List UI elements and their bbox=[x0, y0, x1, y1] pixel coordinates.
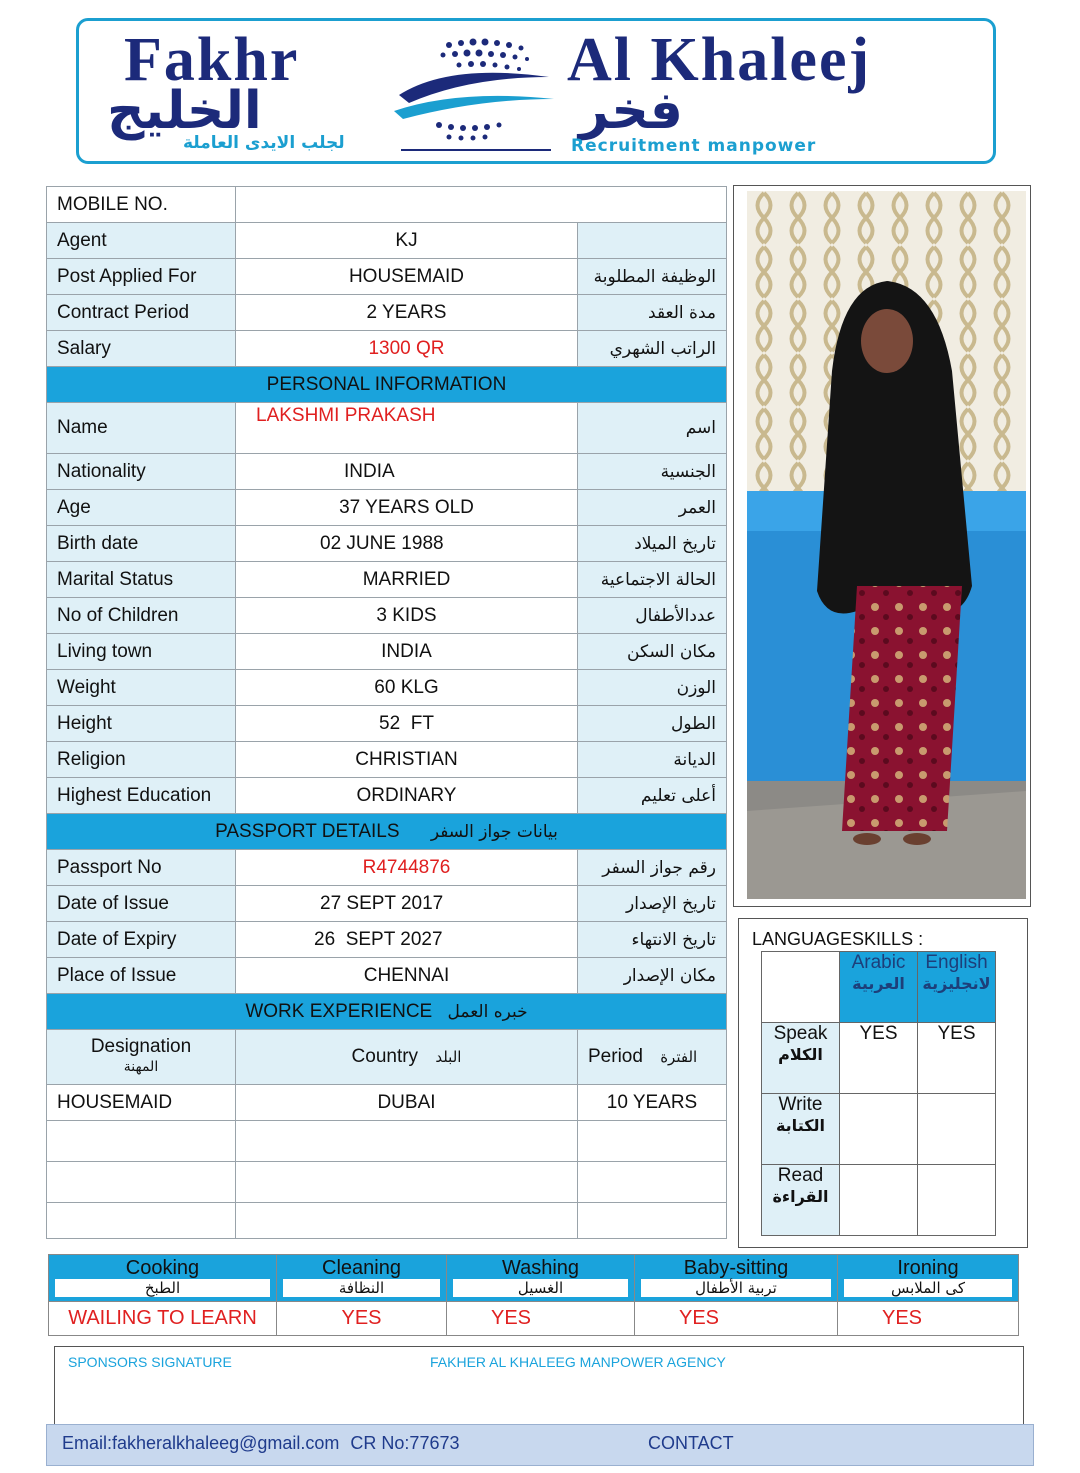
work-empty-cell bbox=[578, 1203, 727, 1239]
date-of-issue-label: Date of Issue bbox=[47, 886, 236, 922]
work-empty-cell bbox=[236, 1162, 578, 1203]
passport-header bbox=[47, 814, 727, 850]
skill-washing-label: Washing bbox=[501, 1257, 580, 1279]
weight-label: Weight bbox=[47, 670, 236, 706]
lang-corner-cell bbox=[762, 952, 840, 1023]
brand-name-arabic-right: فخر bbox=[579, 81, 683, 141]
speak-arabic-value: YES bbox=[840, 1023, 918, 1094]
lang-row-write-ar: الكتابة bbox=[775, 1116, 826, 1135]
salary-value: 1300 QR bbox=[236, 331, 578, 367]
logo-emblem-icon bbox=[389, 33, 559, 143]
lang-row-speak-en: Speak bbox=[773, 1023, 828, 1044]
period-col-label: Period bbox=[588, 1046, 643, 1067]
language-skills-table bbox=[761, 951, 996, 1236]
date-of-expiry-value: 26 SEPT 2027 bbox=[236, 922, 578, 958]
religion-label: Religion bbox=[47, 742, 236, 778]
place-of-issue-value: CHENNAI bbox=[236, 958, 578, 994]
read-arabic-value bbox=[840, 1165, 918, 1236]
birth-date-arabic: تاريخ الميلاد bbox=[578, 526, 727, 562]
work-designation: HOUSEMAID bbox=[47, 1085, 236, 1121]
period-col-header bbox=[578, 1030, 727, 1085]
education-arabic: أعلى تعليم bbox=[578, 778, 727, 814]
footer-cr-number: CR No:77673 bbox=[350, 1433, 460, 1453]
living-town-arabic: مكان السكن bbox=[578, 634, 727, 670]
name-arabic: اسم bbox=[578, 403, 727, 454]
name-label: Name bbox=[47, 403, 236, 454]
height-arabic: الطول bbox=[578, 706, 727, 742]
nationality-value: INDIA bbox=[236, 454, 578, 490]
religion-arabic: الديانة bbox=[578, 742, 727, 778]
living-town-label: Living town bbox=[47, 634, 236, 670]
write-english-value bbox=[918, 1094, 996, 1165]
agent-value: KJ bbox=[236, 223, 578, 259]
footer-contact-line bbox=[62, 1433, 460, 1454]
skill-washing-value: YES bbox=[447, 1302, 635, 1336]
date-of-expiry-arabic: تاريخ الانتهاء bbox=[578, 922, 727, 958]
weight-arabic: الوزن bbox=[578, 670, 727, 706]
age-arabic: العمر bbox=[578, 490, 727, 526]
height-label: Height bbox=[47, 706, 236, 742]
children-arabic: عددالأطفال bbox=[578, 598, 727, 634]
work-empty-cell bbox=[47, 1203, 236, 1239]
living-town-value: INDIA bbox=[236, 634, 578, 670]
work-empty-cell bbox=[578, 1121, 727, 1162]
date-of-issue-value: 27 SEPT 2017 bbox=[236, 886, 578, 922]
tagline-english: Recruitment manpower bbox=[571, 136, 817, 156]
nationality-label: Nationality bbox=[47, 454, 236, 490]
post-arabic: الوظيفة المطلوبة bbox=[578, 259, 727, 295]
lang-row-write-en: Write bbox=[778, 1094, 823, 1115]
passport-header-text: PASSPORT DETAILS bbox=[215, 820, 400, 842]
skill-babysitting-arabic: تربية الأطفال bbox=[641, 1279, 831, 1297]
brand-name-arabic-left: الخليج bbox=[107, 81, 262, 141]
lang-col-english bbox=[918, 952, 996, 1023]
language-skills-title: LANGUAGESKILLS : bbox=[752, 929, 924, 949]
children-value: 3 KIDS bbox=[236, 598, 578, 634]
agent-arabic bbox=[578, 223, 727, 259]
salary-arabic: الراتب الشهري bbox=[578, 331, 727, 367]
age-label: Age bbox=[47, 490, 236, 526]
birth-date-label: Birth date bbox=[47, 526, 236, 562]
personal-info-header: PERSONAL INFORMATION bbox=[47, 367, 727, 403]
work-experience-header-arabic: خبره العمل bbox=[447, 1001, 528, 1022]
post-label: Post Applied For bbox=[47, 259, 236, 295]
marital-status-value: MARRIED bbox=[236, 562, 578, 598]
salary-label: Salary bbox=[47, 331, 236, 367]
skill-cooking-label: Cooking bbox=[125, 1257, 200, 1279]
work-empty-cell bbox=[578, 1162, 727, 1203]
contract-value: 2 YEARS bbox=[236, 295, 578, 331]
lang-col-english-ar: لانجليزية bbox=[922, 974, 991, 993]
weight-value: 60 KLG bbox=[236, 670, 578, 706]
skill-cleaning-value: YES bbox=[277, 1302, 447, 1336]
footer-email[interactable]: Email:fakheralkhaleeg@gmail.com bbox=[62, 1433, 340, 1453]
education-value: ORDINARY bbox=[236, 778, 578, 814]
lang-row-speak-ar: الكلام bbox=[778, 1045, 823, 1064]
post-value: HOUSEMAID bbox=[236, 259, 578, 295]
passport-header-arabic: بيانات جواز السفر bbox=[430, 821, 558, 842]
mobile-label: MOBILE NO. bbox=[47, 187, 236, 223]
children-label: No of Children bbox=[47, 598, 236, 634]
agent-label: Agent bbox=[47, 223, 236, 259]
applicant-info-table bbox=[46, 186, 727, 1239]
work-experience-header-text: WORK EXPERIENCE bbox=[245, 1000, 433, 1022]
lang-row-read bbox=[762, 1165, 840, 1236]
read-english-value bbox=[918, 1165, 996, 1236]
brand-name-right: Al Khaleej bbox=[567, 26, 872, 94]
country-col-label: Country bbox=[351, 1046, 419, 1067]
country-col-header bbox=[236, 1030, 578, 1085]
lang-col-arabic-en: Arabic bbox=[851, 952, 906, 973]
birth-date-value: 02 JUNE 1988 bbox=[236, 526, 578, 562]
skill-washing-header bbox=[447, 1255, 635, 1302]
work-experience-header bbox=[47, 994, 727, 1030]
skill-cooking-header bbox=[49, 1255, 277, 1302]
household-skills-table bbox=[48, 1254, 1019, 1336]
lang-col-arabic-ar: العربية bbox=[852, 974, 905, 993]
header-banner bbox=[76, 18, 996, 164]
passport-no-arabic: رقم جواز السفر bbox=[578, 850, 727, 886]
skill-ironing-value: YES bbox=[838, 1302, 1019, 1336]
contract-label: Contract Period bbox=[47, 295, 236, 331]
place-of-issue-arabic: مكان الإصدار bbox=[578, 958, 727, 994]
passport-no-label: Passport No bbox=[47, 850, 236, 886]
skill-cleaning-label: Cleaning bbox=[322, 1257, 401, 1279]
work-period: 10 YEARS bbox=[578, 1085, 727, 1121]
sponsor-signature-label: SPONSORS SIGNATURE bbox=[68, 1354, 232, 1370]
write-arabic-value bbox=[840, 1094, 918, 1165]
date-of-expiry-label: Date of Expiry bbox=[47, 922, 236, 958]
lang-row-write bbox=[762, 1094, 840, 1165]
education-label: Highest Education bbox=[47, 778, 236, 814]
skill-babysitting-label: Baby-sitting bbox=[683, 1257, 789, 1279]
work-empty-cell bbox=[236, 1121, 578, 1162]
lang-col-arabic bbox=[840, 952, 918, 1023]
marital-status-arabic: الحالة الاجتماعية bbox=[578, 562, 727, 598]
designation-col-arabic: المهنة bbox=[123, 1059, 159, 1075]
skill-cleaning-arabic: النظافة bbox=[283, 1279, 440, 1297]
period-col-arabic: الفترة bbox=[660, 1048, 698, 1066]
marital-status-label: Marital Status bbox=[47, 562, 236, 598]
brand-name-left: Fakhr bbox=[124, 26, 300, 94]
work-empty-cell bbox=[47, 1162, 236, 1203]
religion-value: CHRISTIAN bbox=[236, 742, 578, 778]
skill-ironing-label: Ironing bbox=[897, 1257, 959, 1279]
agency-name-label: FAKHER AL KHALEEG MANPOWER AGENCY bbox=[430, 1354, 726, 1370]
tagline-divider bbox=[401, 149, 551, 151]
date-of-issue-arabic: تاريخ الإصدار bbox=[578, 886, 727, 922]
nationality-arabic: الجنسية bbox=[578, 454, 727, 490]
work-empty-cell bbox=[236, 1203, 578, 1239]
lang-col-english-en: English bbox=[925, 952, 988, 973]
contract-arabic: مدة العقد bbox=[578, 295, 727, 331]
work-country: DUBAI bbox=[236, 1085, 578, 1121]
footer-contact-label: CONTACT bbox=[648, 1433, 734, 1453]
designation-col-label: Designation bbox=[90, 1036, 192, 1057]
lang-row-read-en: Read bbox=[777, 1165, 824, 1186]
passport-no-value: R4744876 bbox=[236, 850, 578, 886]
speak-english-value: YES bbox=[918, 1023, 996, 1094]
height-value: 52 FT bbox=[236, 706, 578, 742]
skill-cleaning-header bbox=[277, 1255, 447, 1302]
skill-babysitting-value: YES bbox=[635, 1302, 838, 1336]
mobile-value bbox=[236, 187, 727, 223]
tagline-arabic: لجلب الايدى العاملة bbox=[183, 133, 345, 153]
name-value: LAKSHMI PRAKASH bbox=[236, 403, 578, 454]
skill-ironing-arabic: كى الملابس bbox=[844, 1279, 1012, 1297]
lang-row-read-ar: القراءة bbox=[772, 1187, 829, 1206]
place-of-issue-label: Place of Issue bbox=[47, 958, 236, 994]
lang-row-speak bbox=[762, 1023, 840, 1094]
age-value: 37 YEARS OLD bbox=[236, 490, 578, 526]
skill-cooking-value: WAILING TO LEARN bbox=[49, 1302, 277, 1336]
applicant-photo bbox=[747, 191, 1026, 899]
skill-ironing-header bbox=[838, 1255, 1019, 1302]
skill-babysitting-header bbox=[635, 1255, 838, 1302]
skill-washing-arabic: الغسيل bbox=[453, 1279, 628, 1297]
skill-cooking-arabic: الطبخ bbox=[55, 1279, 270, 1297]
work-empty-cell bbox=[47, 1121, 236, 1162]
country-col-arabic: البلد bbox=[435, 1048, 462, 1066]
designation-col-header bbox=[47, 1030, 236, 1085]
